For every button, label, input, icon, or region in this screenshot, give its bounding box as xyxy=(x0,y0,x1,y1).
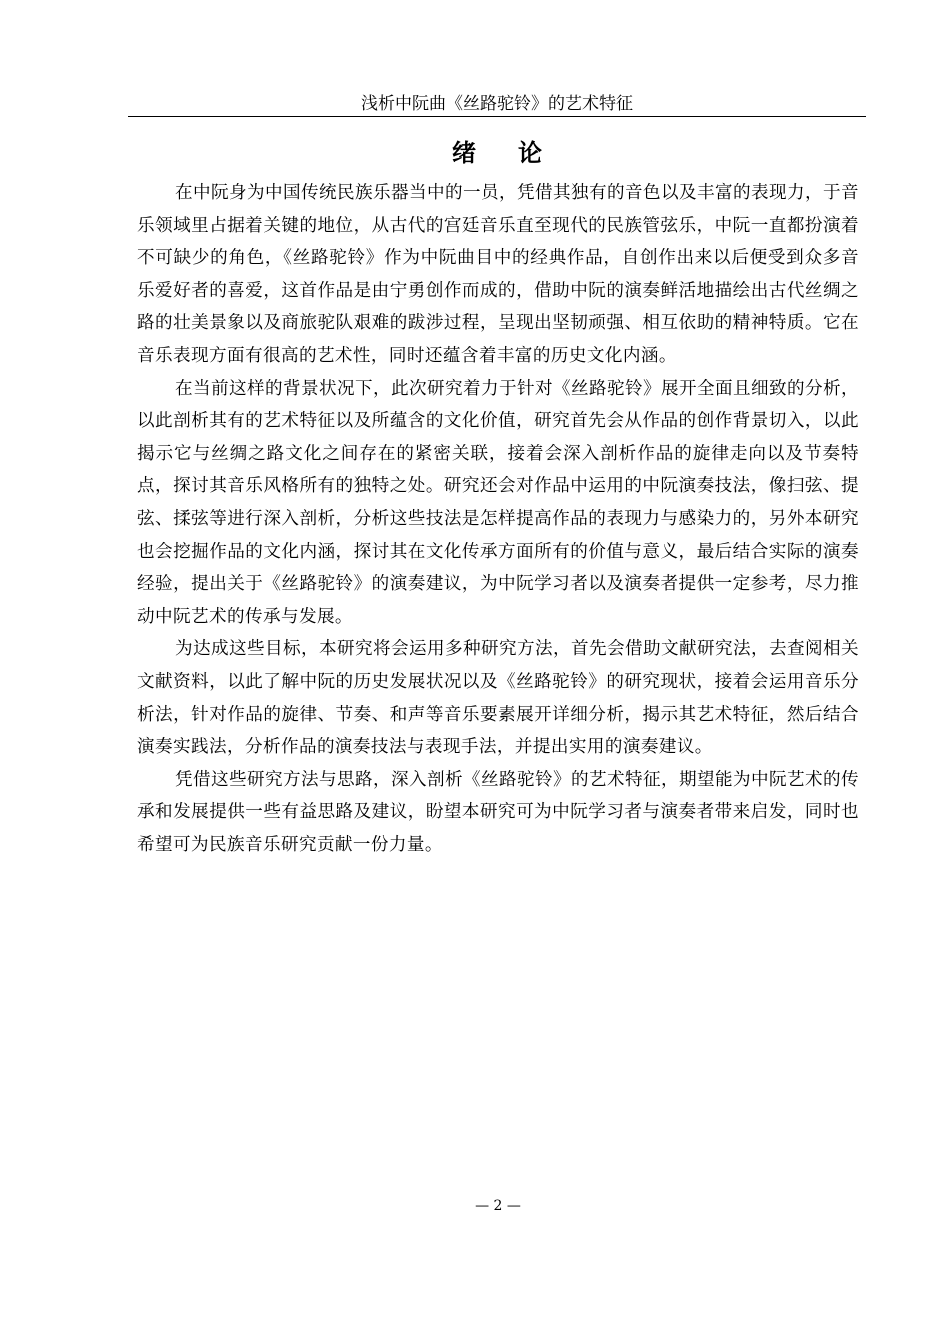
paragraph-2: 在当前这样的背景状况下，此次研究着力于针对《丝路驼铃》展开全面且细致的分析，以此剖析其有的艺术特征以及所蕴含的文化价值，研究首先会从作品的创作背景切入，以此揭示它与丝绸之路文化之间存在的紧密关联，接着会深入剖析作品的旋律走向以及节奏特点，探讨其音乐风格所有的独特之处。研究还会对作品中运用的中阮演奏技法，像扫弦、提弦、揉弦等进行深入剖析，分析这些技法是怎样提高作品的表现力与感染力的，另外本研究也会挖掘作品的文化内涵，探讨其在文化传承方面所有的价值与意义，最后结合实际的演奏经验，提出关于《丝路驼铃》的演奏建议，为中阮学习者以及演奏者提供一定参考，尽力推动中阮艺术的传承与发展。 xyxy=(137,378,859,627)
paragraph-3: 为达成这些目标，本研究将会运用多种研究方法，首先会借助文献研究法，去查阅相关文献资料，以此了解中阮的历史发展状况以及《丝路驼铃》的研究现状，接着会运用音乐分析法，针对作品的旋律、节奏、和声等音乐要素展开详细分析，揭示其艺术特征，然后结合演奏实践法，分析作品的演奏技法与表现手法，并提出实用的演奏建议。 xyxy=(137,639,859,758)
paragraph-4: 凭借这些研究方法与思路，深入剖析《丝路驼铃》的艺术特征，期望能为中阮艺术的传承和发展提供一些有益思路及建议，盼望本研究可为中阮学习者与演奏者带来启发，同时也希望可为民族音乐研究贡献一份力量。 xyxy=(137,769,859,855)
running-header: 浅析中阮曲《丝路驼铃》的艺术特征 xyxy=(361,94,633,114)
header-rule xyxy=(128,116,866,117)
paragraph-1: 在中阮身为中国传统民族乐器当中的一员，凭借其独有的音色以及丰富的表现力，于音乐领域里占据着关键的地位，从古代的宫廷音乐直至现代的民族管弦乐，中阮一直都扮演着不可缺少的角色，《丝路驼铃》作为中阮曲目中的经典作品，自创作出来以后便受到众多音乐爱好者的喜爱，这首作品是由宁勇创作而成的，借助中阮的演奏鲜活地描绘出古代丝绸之路的壮美景象以及商旅驼队艰难的跋涉过程，呈现出坚韧顽强、相互依助的精神特质。它在音乐表现方面有很高的艺术性，同时还蕴含着丰富的历史文化内涵。 xyxy=(137,183,859,366)
body-text xyxy=(137,177,859,861)
page-number: — 2 — xyxy=(475,1198,521,1214)
section-title: 绪论 xyxy=(452,139,584,167)
